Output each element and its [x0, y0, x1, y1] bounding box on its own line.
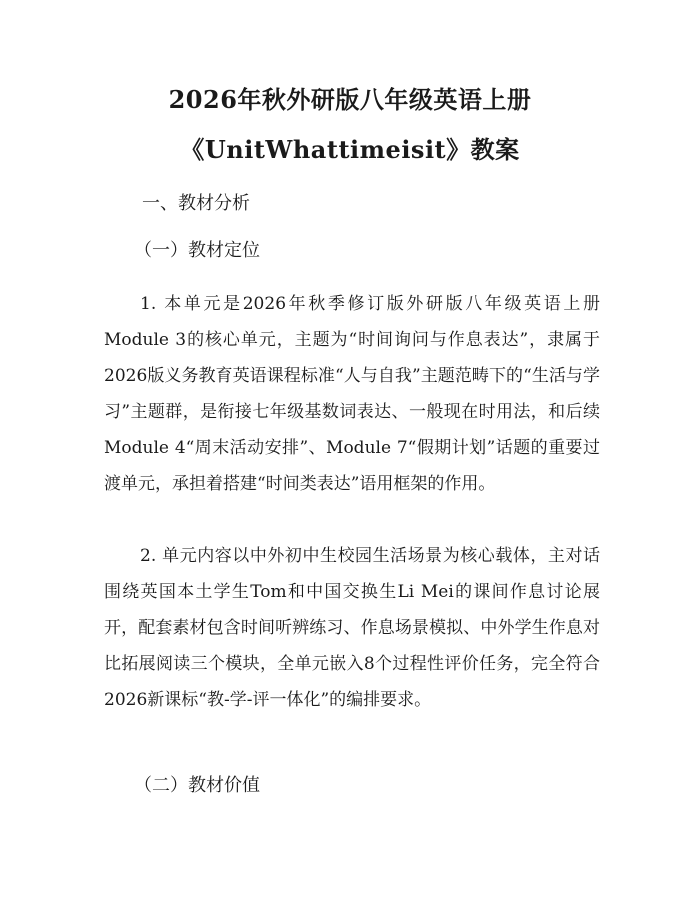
paragraph-unit-positioning: 1. 本单元是2026年秋季修订版外研版八年级英语上册Module 3的核心单元，主题为“时间询问与作息表达”，隶属于2026版义务教育英语课程标准“人与自我”主题范畴下的“生活与学习”主题群，是衔接七年级基数词表达、一般现在时用法，和后续Module 4“周末活动安排”、Module 7“假期计划”话题的重要过渡单元，承担着搭建“时间类表达”语用框架的作用。 [104, 294, 600, 494]
subsection-heading-textbook-positioning: （一）教材定位 [134, 240, 260, 261]
subsection-heading-textbook-value: （二）教材价值 [134, 775, 260, 796]
document-title-line-2: 《UnitWhattimeisit》教案 [180, 135, 520, 164]
paragraph-unit-content: 2. 单元内容以中外初中生校园生活场景为核心载体，主对话围绕英国本土学生Tom和中国交换生Li Mei的课间作息讨论展开，配套素材包含时间听辨练习、作息场景模拟、中外学生作息对比拓展阅读三个模块，全单元嵌入8个过程性评价任务，完全符合2026新课标“教-学-评一体化”的编排要求。 [104, 546, 600, 710]
document-title-line-1: 2026年秋外研版八年级英语上册 [168, 85, 532, 114]
section-heading-textbook-analysis: 一、教材分析 [142, 193, 250, 214]
